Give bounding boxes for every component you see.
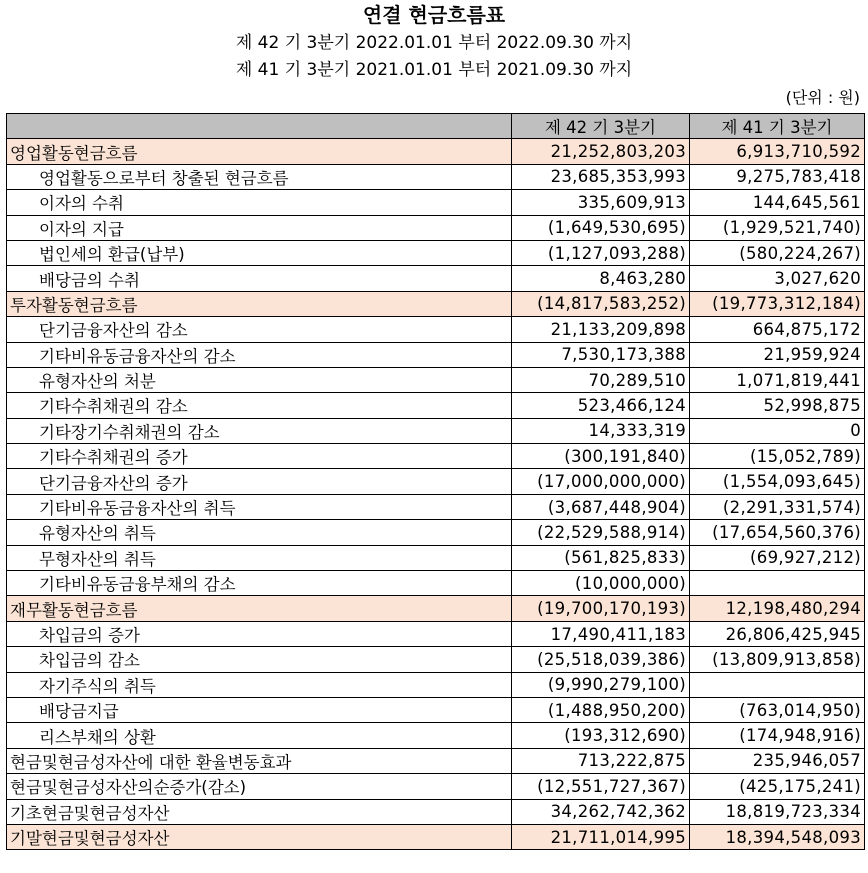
row-label: 리스부채의 상환 xyxy=(7,723,512,748)
row-value-prior: (1,554,093,645) xyxy=(690,469,865,494)
row-label: 기타비유동금융자산의 감소 xyxy=(7,342,512,367)
table-row xyxy=(7,621,865,646)
row-value-prior: (19,773,312,184) xyxy=(690,291,865,316)
row-value-prior: 52,998,875 xyxy=(690,393,865,418)
row-value-prior: (2,291,331,574) xyxy=(690,494,865,519)
row-value-current: 713,222,875 xyxy=(512,748,690,773)
row-label: 자기주식의 취득 xyxy=(7,672,512,697)
row-value-prior: (425,175,241) xyxy=(690,774,865,799)
row-value-prior: (763,014,950) xyxy=(690,697,865,722)
row-label: 기초현금및현금성자산 xyxy=(7,799,512,824)
table-row xyxy=(7,494,865,519)
row-value-prior: (1,929,521,740) xyxy=(690,215,865,240)
row-value-current: (1,488,950,200) xyxy=(512,697,690,722)
table-row xyxy=(7,393,865,418)
table-row-section xyxy=(7,824,865,849)
row-value-prior: 6,913,710,592 xyxy=(690,139,865,164)
table-row xyxy=(7,444,865,469)
row-label: 영업활동으로부터 창출된 현금흐름 xyxy=(7,164,512,189)
table-row xyxy=(7,190,865,215)
row-label: 기타수취채권의 감소 xyxy=(7,393,512,418)
row-label: 이자의 지급 xyxy=(7,215,512,240)
table-row-section xyxy=(7,139,865,164)
table-row xyxy=(7,571,865,596)
table-row xyxy=(7,799,865,824)
row-value-current: 23,685,353,993 xyxy=(512,164,690,189)
row-label: 무형자산의 취득 xyxy=(7,545,512,570)
table-row-section xyxy=(7,291,865,316)
table-row xyxy=(7,469,865,494)
row-label: 단기금융자산의 증가 xyxy=(7,469,512,494)
row-value-current: 21,252,803,203 xyxy=(512,139,690,164)
table-row xyxy=(7,774,865,799)
row-label: 기말현금및현금성자산 xyxy=(7,824,512,849)
table-row xyxy=(7,418,865,443)
row-value-prior: 9,275,783,418 xyxy=(690,164,865,189)
row-label: 투자활동현금흐름 xyxy=(7,291,512,316)
row-value-current: 335,609,913 xyxy=(512,190,690,215)
row-value-prior: (17,654,560,376) xyxy=(690,520,865,545)
row-value-current: (300,191,840) xyxy=(512,444,690,469)
header-blank-cell xyxy=(7,114,512,139)
row-value-prior: (69,927,212) xyxy=(690,545,865,570)
row-value-current: 70,289,510 xyxy=(512,367,690,392)
row-value-current: (561,825,833) xyxy=(512,545,690,570)
row-label: 현금및현금성자산에 대한 환율변동효과 xyxy=(7,748,512,773)
row-value-current: 21,133,209,898 xyxy=(512,317,690,342)
row-value-current: (17,000,000,000) xyxy=(512,469,690,494)
row-value-current: (3,687,448,904) xyxy=(512,494,690,519)
row-value-current: (9,990,279,100) xyxy=(512,672,690,697)
row-label: 유형자산의 취득 xyxy=(7,520,512,545)
row-value-current: (1,127,093,288) xyxy=(512,240,690,265)
table-row xyxy=(7,672,865,697)
table-row xyxy=(7,748,865,773)
table-row xyxy=(7,697,865,722)
row-value-prior: 18,394,548,093 xyxy=(690,824,865,849)
table-row xyxy=(7,215,865,240)
row-value-prior xyxy=(690,571,865,596)
row-value-prior: 21,959,924 xyxy=(690,342,865,367)
table-row-section xyxy=(7,596,865,621)
table-header-row xyxy=(7,114,865,139)
row-label: 차입금의 감소 xyxy=(7,647,512,672)
row-value-prior: (13,809,913,858) xyxy=(690,647,865,672)
header-prior-period: 제 41 기 3분기 xyxy=(690,114,865,139)
row-value-prior: 3,027,620 xyxy=(690,266,865,291)
row-label: 배당금지급 xyxy=(7,697,512,722)
row-value-prior: (580,224,267) xyxy=(690,240,865,265)
row-value-current: (22,529,588,914) xyxy=(512,520,690,545)
period-current: 제 42 기 3분기 2022.01.01 부터 2022.09.30 까지 xyxy=(235,33,633,53)
row-value-current: 8,463,280 xyxy=(512,266,690,291)
row-label: 차입금의 증가 xyxy=(7,621,512,646)
row-value-prior: 144,645,561 xyxy=(690,190,865,215)
table-row xyxy=(7,240,865,265)
table-row xyxy=(7,367,865,392)
row-label: 단기금융자산의 감소 xyxy=(7,317,512,342)
row-value-current: 7,530,173,388 xyxy=(512,342,690,367)
table-row xyxy=(7,317,865,342)
row-label: 기타비유동금융부채의 감소 xyxy=(7,571,512,596)
row-label: 배당금의 수취 xyxy=(7,266,512,291)
header-current-period: 제 42 기 3분기 xyxy=(512,114,690,139)
row-value-prior: 18,819,723,334 xyxy=(690,799,865,824)
row-value-current: (14,817,583,252) xyxy=(512,291,690,316)
row-value-current: 34,262,742,362 xyxy=(512,799,690,824)
table-row xyxy=(7,520,865,545)
row-label: 기타수취채권의 증가 xyxy=(7,444,512,469)
row-value-current: (25,518,039,386) xyxy=(512,647,690,672)
period-prior: 제 41 기 3분기 2021.01.01 부터 2021.09.30 까지 xyxy=(235,60,633,80)
row-label: 기타장기수취채권의 감소 xyxy=(7,418,512,443)
table-row xyxy=(7,723,865,748)
unit-label: (단위 : 원) xyxy=(785,88,860,107)
statement-title: 연결 현금흐름표 xyxy=(362,3,506,27)
row-label: 법인세의 환급(납부) xyxy=(7,240,512,265)
table-row xyxy=(7,647,865,672)
row-label: 영업활동현금흐름 xyxy=(7,139,512,164)
row-label: 재무활동현금흐름 xyxy=(7,596,512,621)
table-row xyxy=(7,342,865,367)
row-value-current: 21,711,014,995 xyxy=(512,824,690,849)
row-value-prior: (15,052,789) xyxy=(690,444,865,469)
row-label: 유형자산의 처분 xyxy=(7,367,512,392)
row-label: 기타비유동금융자산의 취득 xyxy=(7,494,512,519)
row-label: 이자의 수취 xyxy=(7,190,512,215)
row-value-current: (193,312,690) xyxy=(512,723,690,748)
row-value-current: 14,333,319 xyxy=(512,418,690,443)
row-value-prior: 0 xyxy=(690,418,865,443)
cash-flow-table xyxy=(6,113,865,850)
row-value-current: 17,490,411,183 xyxy=(512,621,690,646)
row-value-current: (12,551,727,367) xyxy=(512,774,690,799)
row-value-current: (19,700,170,193) xyxy=(512,596,690,621)
row-label: 현금및현금성자산의순증가(감소) xyxy=(7,774,512,799)
row-value-current: (1,649,530,695) xyxy=(512,215,690,240)
row-value-prior: 1,071,819,441 xyxy=(690,367,865,392)
row-value-prior: 26,806,425,945 xyxy=(690,621,865,646)
row-value-current: (10,000,000) xyxy=(512,571,690,596)
table-row xyxy=(7,164,865,189)
row-value-prior: (174,948,916) xyxy=(690,723,865,748)
row-value-prior: 12,198,480,294 xyxy=(690,596,865,621)
row-value-current: 523,466,124 xyxy=(512,393,690,418)
table-row xyxy=(7,545,865,570)
row-value-prior xyxy=(690,672,865,697)
table-row xyxy=(7,266,865,291)
row-value-prior: 235,946,057 xyxy=(690,748,865,773)
row-value-prior: 664,875,172 xyxy=(690,317,865,342)
